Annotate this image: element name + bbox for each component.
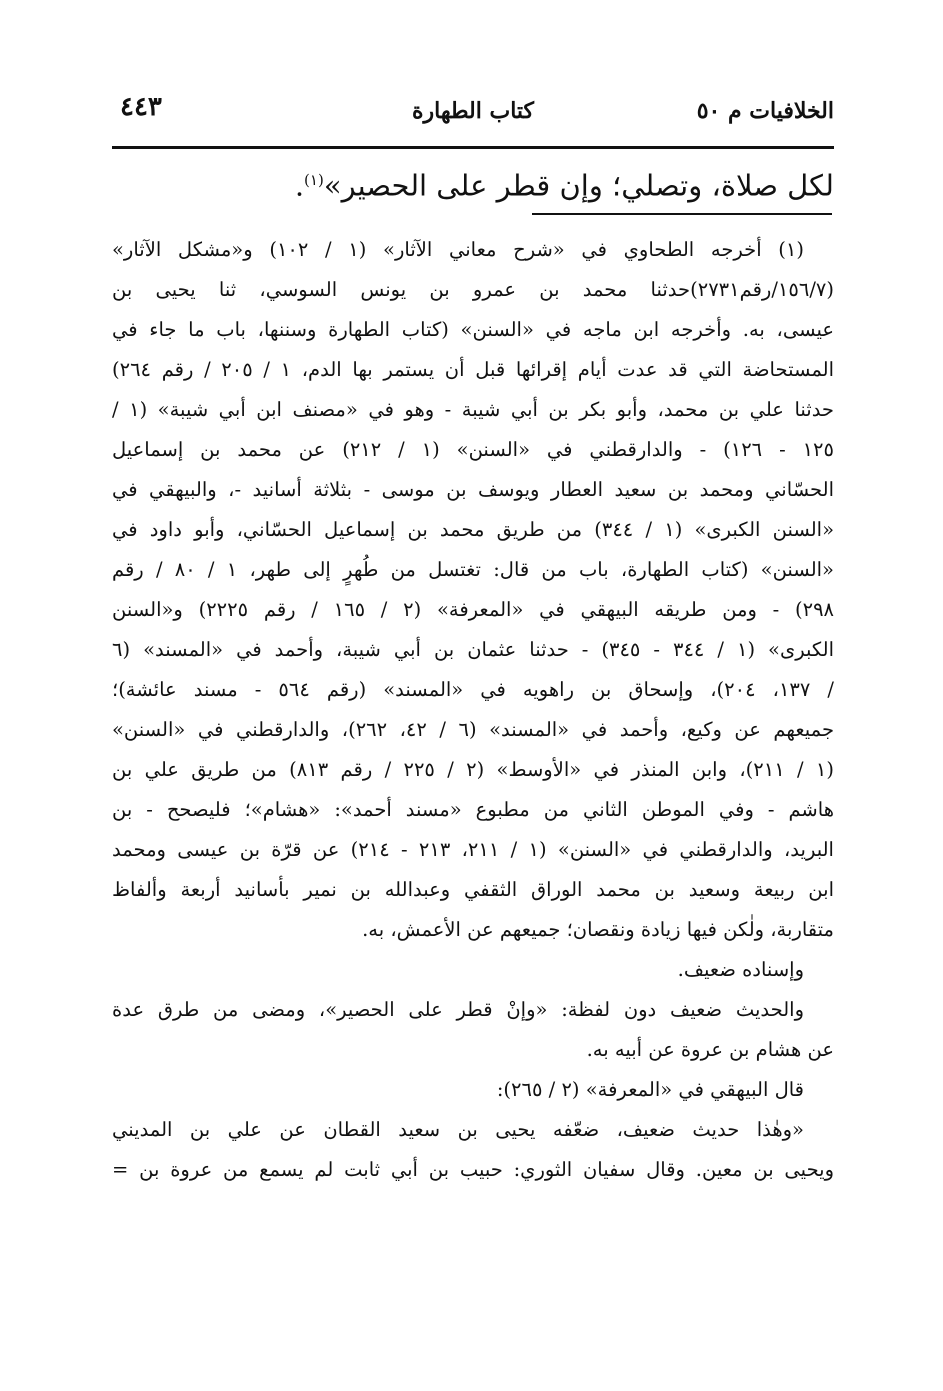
footnote-line: هاشم - وفي الموطن الثاني من مطبوع «مسند أحمد»: «هشام»؛ فليصحح - بن [112,798,834,821]
footnote-quote-line: ويحيى بن معين. وقال سفيان الثوري: حبيب بن أبي ثابت لم يسمع من عروة بن = [112,1158,834,1181]
page-header [112,92,834,132]
footnote-rule [532,213,832,215]
footnote-line: (١٥٦/٧/رقم٢٧٣١)حدثنا محمد بن عمرو بن يونس السوسي، ثنا يحيى بن [112,278,834,301]
footnote-line: ١٢٥ - ١٢٦) - والدارقطني في «السنن» (١ / ٢١٢) عن محمد بن إسماعيل [112,438,834,461]
footnote-line: جميعهم عن وكيع، وأحمد في «المسند» (٦ / ٤٢، ٢٦٢)، والدارقطني في «السنن» [112,718,834,741]
main-text [112,158,834,208]
footnote-hadith-line: عن هشام بن عروة عن أبيه به. [586,1038,834,1061]
footnote-line: الكبرى» (١ / ٣٤٤ - ٣٤٥) - حدثنا عثمان بن أبي شيبة، وأحمد في «المسند» (٦ [112,638,834,661]
footnote-hadith-line: والحديث ضعيف دون لفظة: «وإنْ قطر على الحصير»، ومضى من طرق عدة [112,998,804,1021]
header-rule [112,146,834,149]
header-chapter-title: كتاب الطهارة [411,98,535,124]
footnote-line: ٢٩٨) - ومن طريقه البيهقي في «المعرفة» (٢ / ١٦٥ / رقم ٢٢٢٥) و«السنن [112,598,834,621]
footnote-line: الحسّاني ومحمد بن سعيد العطار ويوسف بن موسى - بثلاثة أسانيد -، والبيهقي في [112,478,834,501]
footnote-marker: (١) [304,171,324,189]
main-text-end: . [294,168,305,203]
footnote-line: حدثنا علي بن محمد، وأبو بكر بن أبي شيبة - وهو في «مصنف ابن أبي شيبة» (١ / [112,398,834,421]
footnote-block [112,230,834,1190]
footnote-line: البريد، والدارقطني في «السنن» (١ / ٢١١، ٢١٣ - ٢١٤) عن قرّة بن عيسى ومحمد [112,838,834,861]
footnote-quote-line: «وهٰذا حديث ضعيف، ضعّفه يحيى بن سعيد القطان عن علي بن المديني [112,1118,804,1141]
page-number: ٤٤٣ [120,92,162,122]
header-volume-label: الخلافيات م ٥٠ [696,98,834,124]
footnote-bayhaqi: قال البيهقي في «المعرفة» (٢ / ٢٦٥): [496,1078,804,1101]
footnote-line: (١) أخرجه الطحاوي في «شرح معاني الآثار» (١ / ١٠٢) و«مشكل الآثار» [112,238,805,261]
main-text-body: لكل صلاة، وتصلي؛ وإن قطر على الحصير» [323,168,834,203]
footnote-line: (١ / ٢١١)، وابن المنذر في «الأوسط» (٢ / ٢٢٥ / رقم ٨١٣) من طريق علي بن [112,758,834,781]
footnote-line: المستحاضة التي قد عدت أيام إقرائها قبل أن يستمر بها الدم، ١ / ٢٠٥ / رقم ٢٦٤) [112,358,834,381]
footnote-isnad: وإسناده ضعيف. [677,958,804,981]
footnote-line: «السنن» (كتاب الطهارة، باب من قال: تغتسل من طُهرٍ إلى طهر، ١ / ٨٠ / رقم [112,558,834,581]
footnote-line: عيسى، به. وأخرجه ابن ماجه في «السنن» (كتاب الطهارة وسننها، باب ما جاء في [112,318,834,341]
footnote-line: ابن ربيعة وسعيد بن محمد الوراق الثقفي وعبدالله بن نمير بأسانيد أربعة وألفاظ [112,878,834,901]
footnote-line: «السنن الكبرى» (١ / ٣٤٤) من طريق محمد بن إسماعيل الحسّاني، وأبو داود في [112,518,834,541]
footnote-line: / ١٣٧، ٢٠٤)، وإسحاق بن راهويه في «المسند» (رقم ٥٦٤ - مسند عائشة)؛ [112,678,834,701]
footnote-line: متقاربة، ولٰكن فيها زيادة ونقصان؛ جميعهم عن الأعمش، به. [362,918,834,941]
